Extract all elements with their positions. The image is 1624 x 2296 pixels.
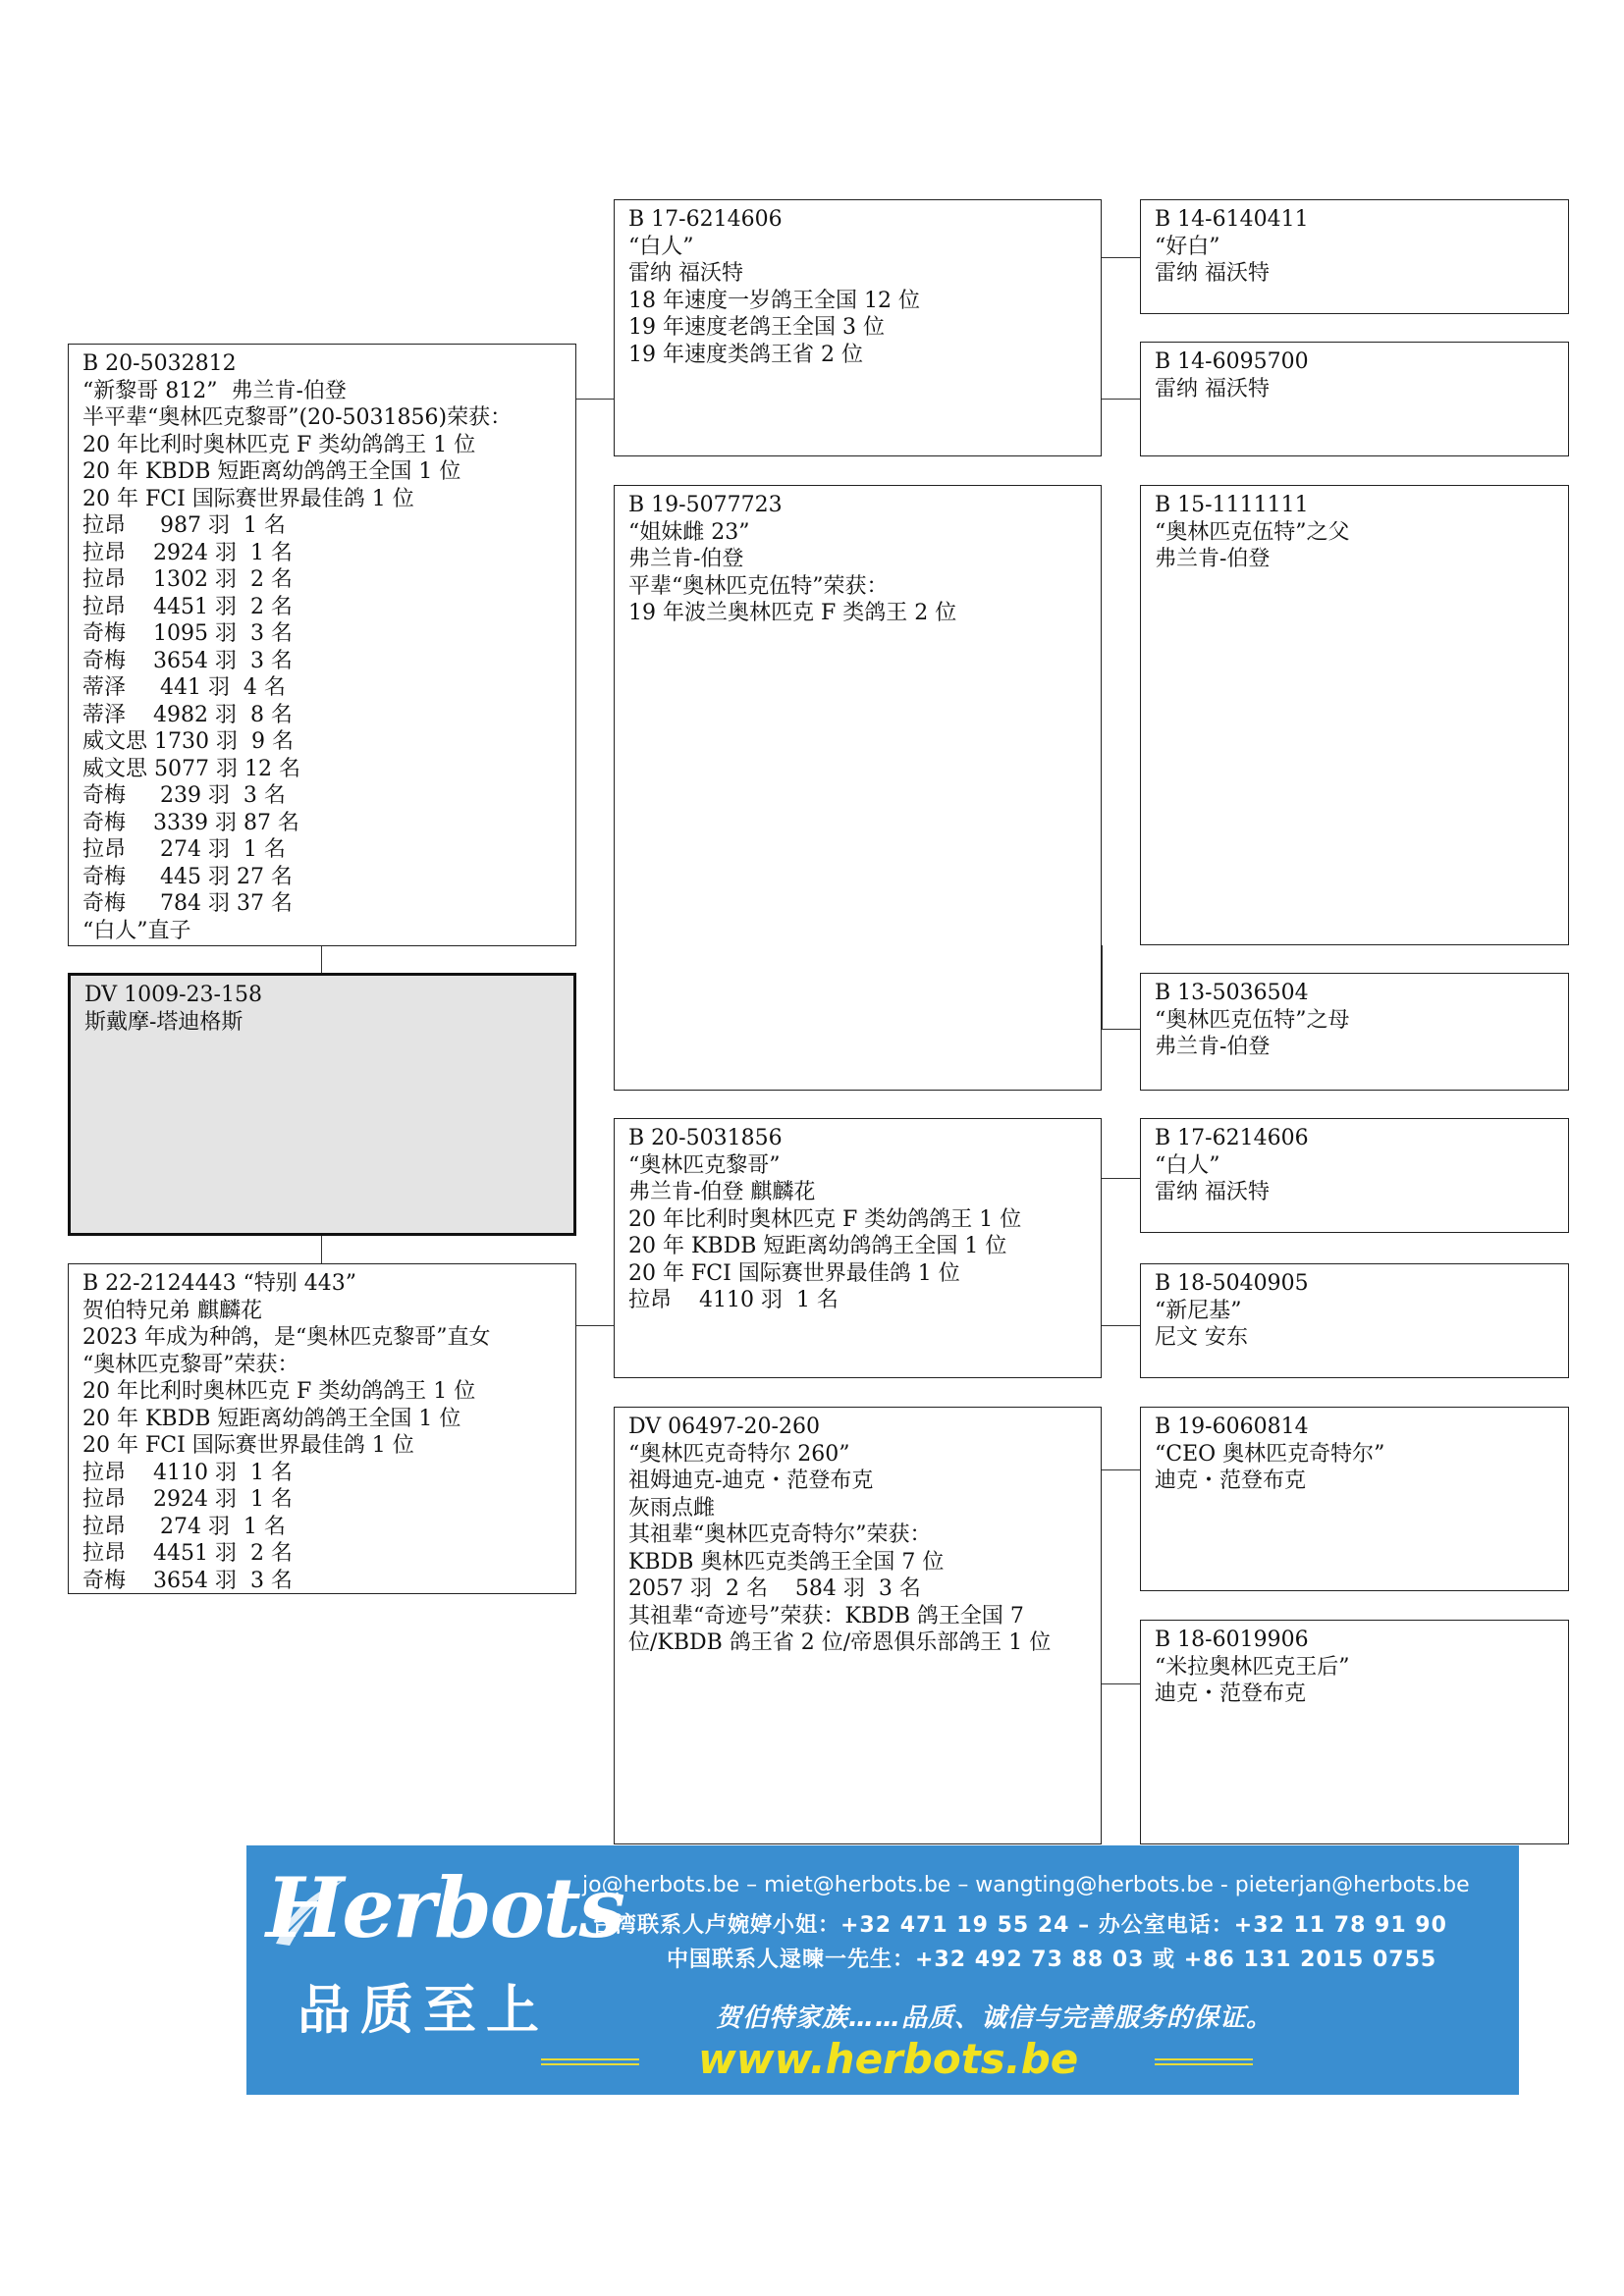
contact-emails: jo@herbots.be – miet@herbots.be – wangting@herbots.be - pieterjan@herbots.be <box>582 1873 1470 1897</box>
pedigree-line: KBDB 奥林匹克类鸽王全国 7 位 <box>628 1549 945 1575</box>
website-link[interactable]: www.herbots.be <box>698 2035 1079 2083</box>
connector-ds-dss <box>1102 1178 1140 1179</box>
pedigree-box-sire <box>68 344 576 946</box>
pedigree-line: 贺伯特兄弟 麒麟花 <box>82 1298 262 1323</box>
pedigree-line: 其祖辈“奥林匹克奇特尔”荣获： <box>628 1522 932 1547</box>
pedigree-line: B 19-6060814 <box>1155 1415 1309 1439</box>
pedigree-line: 拉昂 987 羽 1 名 <box>82 513 286 538</box>
pedigree-line: B 14-6140411 <box>1155 207 1309 232</box>
pedigree-line: “新黎哥 812” 弗兰肯-伯登 <box>82 378 347 403</box>
pedigree-line: 拉昂 1302 羽 2 名 <box>82 567 293 592</box>
divider-right <box>1155 2058 1253 2065</box>
pedigree-line: “CEO 奥林匹克奇特尔” <box>1155 1441 1385 1467</box>
pedigree-line: B 18-5040905 <box>1155 1271 1309 1296</box>
pedigree-line: B 14-6095700 <box>1155 349 1309 374</box>
pedigree-box-dam <box>68 1263 576 1594</box>
pedigree-line: 20 年 KBDB 短距离幼鸽鸽王全国 1 位 <box>82 1406 461 1431</box>
pedigree-line: 拉昂 2924 羽 1 名 <box>82 540 293 565</box>
pedigree-line: 19 年速度类鸽王省 2 位 <box>628 342 863 367</box>
pedigree-box-sire-sire <box>614 199 1102 456</box>
contact-banner <box>246 1845 1519 2095</box>
taiwan-contact: 台湾联系人卢婉婷小姐：+32 471 19 55 24 – 办公室电话：+32 11 78 91 90 <box>592 1913 1447 1938</box>
family-motto: 贺伯特家族……品质、诚信与完善服务的保证。 <box>716 2003 1273 2033</box>
pedigree-line: B 15-1111111 <box>1155 493 1309 517</box>
pedigree-line: 奇梅 1095 羽 3 名 <box>82 621 293 646</box>
pedigree-line: 雷纳 福沃特 <box>1155 1180 1270 1204</box>
pedigree-line: 蒂泽 441 羽 4 名 <box>82 675 286 700</box>
pedigree-line: “好白” <box>1155 234 1220 259</box>
pedigree-line: 20 年 KBDB 短距离幼鸽鸽王全国 1 位 <box>628 1234 1007 1258</box>
pedigree-line: 平辈“奥林匹克伍特”荣获： <box>628 573 889 599</box>
pedigree-line: 奇梅 3654 羽 3 名 <box>82 648 293 673</box>
connector-subject-sire <box>321 946 322 973</box>
pedigree-box-sire-sire-sire <box>1140 199 1569 314</box>
connector-ss-sss <box>1102 257 1140 258</box>
pedigree-line: DV 1009-23-158 <box>84 983 262 1007</box>
pedigree-line: 灰雨点雌 <box>628 1495 716 1521</box>
pedigree-line: 20 年 FCI 国际赛世界最佳鸽 1 位 <box>82 1433 414 1458</box>
pedigree-box-sire-dam <box>614 485 1102 1091</box>
pedigree-line: 弗兰肯-伯登 <box>1155 547 1271 571</box>
pedigree-line: “奥林匹克伍特”之母 <box>1155 1007 1350 1033</box>
pedigree-line: 雷纳 福沃特 <box>628 261 743 286</box>
pedigree-line: “奥林匹克黎哥” <box>628 1152 781 1178</box>
pedigree-box-sire-dam-dam <box>1140 973 1569 1091</box>
pedigree-line: 奇梅 784 羽 37 名 <box>82 891 293 916</box>
connector-sire-ss <box>576 399 614 400</box>
pedigree-line: 20 年比利时奥林匹克 F 类幼鸽鸽王 1 位 <box>82 1379 476 1404</box>
brand-logo: Herbots <box>266 1859 623 1956</box>
pedigree-line: “奥林匹克黎哥”荣获： <box>82 1352 299 1377</box>
pedigree-box-dam-sire-sire <box>1140 1118 1569 1233</box>
pedigree-line: “新尼基” <box>1155 1298 1242 1323</box>
pedigree-line: B 18-6019906 <box>1155 1628 1309 1652</box>
pedigree-line: 尼文 安东 <box>1155 1325 1248 1350</box>
pedigree-line: 迪克・范登布克 <box>1155 1682 1307 1706</box>
pedigree-line: B 22-2124443 “特别 443” <box>82 1271 357 1296</box>
pedigree-line: 祖姆迪克-迪克・范登布克 <box>628 1468 874 1493</box>
pedigree-line: B 19-5077723 <box>628 493 783 517</box>
pedigree-line: “白人” <box>628 234 694 259</box>
pedigree-box-sire-dam-sire <box>1140 485 1569 945</box>
pedigree-line: 19 年波兰奥林匹克 F 类鸽王 2 位 <box>628 601 957 625</box>
brand-slogan: 品质至上 <box>298 1979 549 2041</box>
pedigree-line: 20 年 KBDB 短距离幼鸽鸽王全国 1 位 <box>82 459 461 484</box>
pedigree-line: 威文思 5077 羽 12 名 <box>82 756 300 781</box>
pedigree-box-dam-sire-dam <box>1140 1263 1569 1378</box>
pedigree-line: 弗兰肯-伯登 麒麟花 <box>628 1180 816 1204</box>
pedigree-box-dam-dam-sire <box>1140 1407 1569 1591</box>
china-contact: 中国联系人逯暕一先生：+32 492 73 88 03 或 +86 131 2015 0755 <box>667 1948 1437 1972</box>
pedigree-line: 19 年速度老鸽王全国 3 位 <box>628 315 885 340</box>
connector-ss-ssd <box>1102 399 1140 400</box>
pedigree-line: 奇梅 3339 羽 87 名 <box>82 810 299 835</box>
pedigree-line: 奇梅 239 羽 3 名 <box>82 783 286 808</box>
pedigree-line: 20 年比利时奥林匹克 F 类幼鸽鸽王 1 位 <box>82 432 476 457</box>
pedigree-line: 位/KBDB 鸽王省 2 位/帝恩俱乐部鸽王 1 位 <box>628 1630 1052 1655</box>
connector-sd-sdd <box>1102 945 1103 1029</box>
pedigree-line: B 17-6214606 <box>1155 1126 1309 1150</box>
connector-dd-ddd <box>1102 1683 1140 1684</box>
pedigree-line: 2023 年成为种鸽，是“奥林匹克黎哥”直女 <box>82 1325 491 1350</box>
connector-ds-dsd <box>1102 1325 1140 1326</box>
connector-dam-dd <box>576 1325 614 1326</box>
pedigree-line: B 20-5032812 <box>82 351 237 376</box>
pedigree-line: 拉昂 4110 羽 1 名 <box>628 1288 839 1312</box>
pedigree-box-dam-dam <box>614 1407 1102 1844</box>
pedigree-line: 半平辈“奥林匹克黎哥”(20-5031856)荣获： <box>82 405 513 430</box>
pedigree-line: 奇梅 445 羽 27 名 <box>82 864 293 889</box>
pedigree-line: 20 年 FCI 国际赛世界最佳鸽 1 位 <box>82 486 414 511</box>
pedigree-line: 拉昂 2924 羽 1 名 <box>82 1487 293 1512</box>
connector-subject-dam <box>321 1236 322 1263</box>
pedigree-line: 弗兰肯-伯登 <box>1155 1035 1271 1059</box>
pedigree-line: 拉昂 4110 羽 1 名 <box>82 1460 293 1485</box>
pedigree-box-subject <box>68 973 576 1236</box>
pedigree-line: “姐妹雌 23” <box>628 519 750 545</box>
pedigree-line: 拉昂 274 羽 1 名 <box>82 1514 286 1539</box>
connector-dd-dds <box>1102 1469 1140 1470</box>
pedigree-line: 雷纳 福沃特 <box>1155 261 1270 286</box>
pedigree-line: “米拉奥林匹克王后” <box>1155 1654 1350 1680</box>
pedigree-line: 斯戴摩-塔迪格斯 <box>84 1009 244 1035</box>
pedigree-line: 弗兰肯-伯登 <box>628 547 744 571</box>
pedigree-line: “白人” <box>1155 1152 1220 1178</box>
pedigree-line: 拉昂 274 羽 1 名 <box>82 837 286 862</box>
pedigree-line: 蒂泽 4982 羽 8 名 <box>82 702 293 727</box>
pedigree-line: B 20-5031856 <box>628 1126 783 1150</box>
pedigree-line: “奥林匹克伍特”之父 <box>1155 519 1350 545</box>
pedigree-box-sire-sire-dam <box>1140 342 1569 456</box>
pedigree-line: 拉昂 4451 羽 2 名 <box>82 1541 293 1566</box>
pedigree-line: “奥林匹克奇特尔 260” <box>628 1441 850 1467</box>
pedigree-line: 拉昂 4451 羽 2 名 <box>82 594 293 619</box>
pedigree-line: 20 年 FCI 国际赛世界最佳鸽 1 位 <box>628 1260 960 1286</box>
pedigree-line: 威文思 1730 羽 9 名 <box>82 729 294 754</box>
pedigree-line: 20 年比利时奥林匹克 F 类幼鸽鸽王 1 位 <box>628 1206 1022 1232</box>
pedigree-line: 迪克・范登布克 <box>1155 1468 1307 1493</box>
pedigree-box-dam-dam-dam <box>1140 1620 1569 1844</box>
pedigree-line: 其祖辈“奇迹号”荣获：KBDB 鸽王全国 7 <box>628 1603 1024 1629</box>
pedigree-line: DV 06497-20-260 <box>628 1415 820 1439</box>
pedigree-box-dam-sire <box>614 1118 1102 1378</box>
connector-sd-sdd-h <box>1102 1029 1140 1030</box>
pedigree-line: B 17-6214606 <box>628 207 783 232</box>
pedigree-line: 奇梅 3654 羽 3 名 <box>82 1568 293 1593</box>
pedigree-line: 2057 羽 2 名 584 羽 3 名 <box>628 1576 921 1601</box>
pedigree-line: “白人”直子 <box>82 918 191 943</box>
pedigree-line: B 13-5036504 <box>1155 981 1309 1005</box>
pedigree-line: 雷纳 福沃特 <box>1155 376 1270 401</box>
divider-left <box>541 2058 639 2065</box>
pedigree-line: 18 年速度一岁鸽王全国 12 位 <box>628 288 920 313</box>
